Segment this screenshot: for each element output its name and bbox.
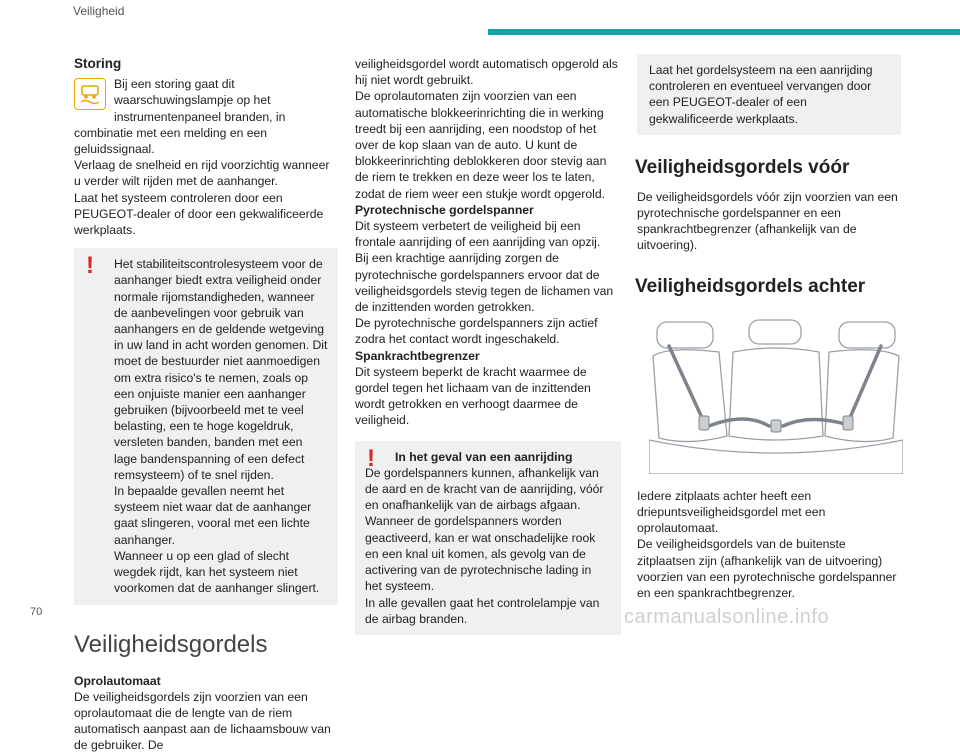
rear-belts-text-1: Iedere zitplaats achter heeft een driepuntsveiligheidsgordel met een oprolautomaat. (637, 488, 826, 536)
rear-seat-belts-illustration (649, 316, 903, 474)
pyro-text-1: Dit systeem verbetert de veiligheid bij een frontale aanrijding of een aanrijding van opzij. (355, 219, 601, 250)
check-system-callout (637, 54, 901, 135)
exclamation-icon: ! (86, 252, 94, 280)
header-accent-bar (488, 29, 960, 35)
front-belts-heading: Veiligheidsgordels vóór (635, 156, 850, 178)
stability-warning-callout (74, 248, 338, 604)
rear-belts-heading: Veiligheidsgordels achter (635, 275, 866, 297)
collision-callout-title: In het geval van een aanrijding (395, 449, 573, 464)
check-callout-text: Laat het gordelsysteem na een aanrijding controleren en eventueel vervangen door een PEUGEOT-dealer of een gekwalificeerde werkplaats. (649, 63, 873, 126)
rear-belts-text-2: De veiligheidsgordels van de buitenste zitplaatsen zijn (afhankelijk van de uitvoering) voorzien van een pyrotechnische gordelspanner en een spankrachtbegrenzer. (637, 537, 897, 601)
retractor-text-2: De oprolautomaten zijn voorzien van een automatische blokkeerinrichting die in werking treedt bij een aanrijding, een noodstop of het over de kop slaan van de auto. U kunt de blokkeerinrichting deblokkeren door stevig aan de riem te trekken en deze weer los te laten, zodat de riem weer een stukje wordt opgerold. (355, 89, 607, 201)
watermark: carmanualsonline.info (624, 606, 830, 628)
exclamation-icon: ! (367, 444, 375, 472)
section-header: Veiligheid (73, 4, 125, 18)
callout-text-2: In bepaalde gevallen neemt het systeem niet waar dat de aanhanger gaat slingeren, vooral met een lichte aanhanger. (114, 484, 312, 547)
limiter-subheading: Spankrachtbegrenzer (355, 348, 480, 363)
page-number: 70 (30, 606, 43, 618)
storing-text-3: Laat het systeem controleren door een PEUGEOT-dealer of door een gekwalificeerde werkplaats. (74, 190, 324, 238)
collision-callout-text-1: De gordelspanners kunnen, afhankelijk van de aard en de kracht van de aanrijding, vóór en onafhankelijk van de airbags afgaan. Wanneer de gordelspanners worden geactiveerd, kan er wat onschadelijke rook en een knal uit komen, als gevolg van de activering van de pyrotechnische lading in het systeem. (365, 465, 604, 594)
trailer-warning-lamp-icon (74, 78, 106, 110)
retractor-text-1: veiligheidsgordel wordt automatisch opgerold als hij niet wordt gebruikt. (355, 57, 618, 88)
column-middle (355, 56, 621, 635)
column-right (637, 54, 901, 601)
oprol-text: De veiligheidsgordels zijn voorzien van een oprolautomaat die de lengte van de riem automatisch aanpast aan de lichaamsbouw van de gebruiker. De (74, 689, 331, 753)
column-left (74, 56, 338, 754)
storing-text-1: Bij een storing gaat dit waarschuwingslampje op het instrumentenpaneel branden, in combinatie met een melding en een geluidssignaal. (74, 77, 286, 157)
pyro-text-2: Bij een krachtige aanrijding zorgen de pyrotechnische gordelspanners ervoor dat de veiligheidsgordels stevig tegen de lichamen van de inzittenden worden getrokken. (355, 251, 614, 315)
storing-heading: Storing (74, 56, 122, 71)
collision-warning-callout (355, 441, 621, 635)
storing-block (74, 76, 338, 238)
pyro-subheading: Pyrotechnische gordelspanner (355, 202, 534, 217)
collision-callout-text-2: In alle gevallen gaat het controlelampje van de airbag branden. (365, 595, 600, 626)
callout-text-3: Wanneer u op een glad of slecht wegdek rijdt, kan het systeem niet voorkomen dat de aanhanger slingert. (114, 548, 320, 596)
pyro-text-3: De pyrotechnische gordelspanners zijn actief zodra het contact wordt ingeschakeld. (355, 316, 598, 347)
oprol-subheading: Oprolautomaat (74, 673, 161, 688)
limiter-text: Dit systeem beperkt de kracht waarmee de gordel tegen het lichaam van de inzittenden wordt getrokken en verhoogt daarmee de veiligheid. (355, 364, 591, 428)
callout-text-1: Het stabiliteitscontrolesysteem voor de aanhanger biedt extra veiligheid onder normale rijomstandigheden, wanneer de aanbevelingen voor gebruik van aanhangers en de geldende wetgeving in uw land in acht worden genomen. Dit moet de bestuurder niet aanmoedigen om extra risico's te nemen, zoals op een onjuiste manier een aanhanger gebruiken (bijvoorbeeld met te veel belasting, een te hoge kogeldruk, versleten banden, banden met een lage bandenspanning of een defect remsysteem) of te snel rijden. (114, 257, 328, 482)
front-belts-text: De veiligheidsgordels vóór zijn voorzien van een pyrotechnische gordelspanner en een spankrachtbegrenzer (afhankelijk van de uitvoering). (637, 189, 898, 253)
storing-text-2: Verlaag de snelheid en rijd voorzichtig wanneer u verder wilt rijden met de aanhanger. (74, 158, 330, 189)
seatbelts-heading: Veiligheidsgordels (74, 630, 268, 658)
